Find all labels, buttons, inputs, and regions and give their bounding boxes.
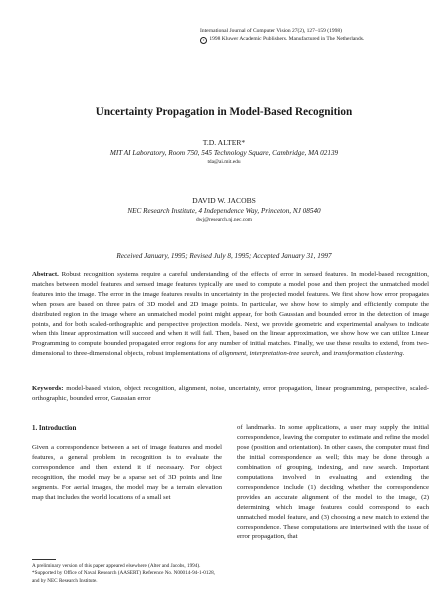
paper-title: Uncertainty Propagation in Model-Based Recognition xyxy=(95,106,353,118)
footnote-rule xyxy=(32,559,56,560)
author-name: DAVID W. JACOBS xyxy=(192,196,256,205)
footnote-support: *Supported by Office of Naval Research (AASERT) Reference No. N00014-94-1-0128, and by NEC Research Institute. xyxy=(32,570,215,584)
author-name: T.D. ALTER* xyxy=(202,138,246,147)
footnote-preliminary: A preliminary version of this paper appeared elsewhere (Alter and Jacobs, 1994). xyxy=(32,563,201,569)
intro-paragraph-left: Given a correspondence between a set of image features and model features, a general problem in recognition is to evaluate the correspondence and then extend it if necessary. For object recognition, the model may be a sparse set of 3D points and line segments. For aerial images, the model may be a terrain elevation map that includes the world locations of a small set xyxy=(32,444,222,501)
body-column-left xyxy=(32,443,222,503)
keywords-label: Keywords: xyxy=(32,385,64,392)
abstract-label: Abstract. xyxy=(32,271,59,278)
abstract-conjunction: and xyxy=(322,350,332,358)
abstract-italic-terms: alignment, interpretation-tree search, xyxy=(219,350,321,358)
author-affiliation: NEC Research Institute, 4 Independence Way, Princeton, NJ 08540 xyxy=(127,207,321,215)
intro-paragraph-right: of landmarks. In some applications, a user may supply the initial correspondence, leaving the computer to estimate and refine the model pose (position and orientation). In other cases, the computer must find the initial correspondence as well; this may be done through a combination of grouping, indexing, and raw search. Important computations involved in evaluating and extending the correspondence include (1) deciding whether the correspondence provides an accurate alignment of the model to the image, (2) determining which image features could correspond to each unmatched model feature, and (3) choosing a new match to extend the correspondence. These computations are intertwined with the issue of error propagation, that xyxy=(237,424,429,541)
keywords-text: model-based vision, object recognition, alignment, noise, uncertainty, error propagation, linear programming, perspective, scaled-orthographic, bounded error, Gaussian error xyxy=(32,385,430,402)
journal-citation: International Journal of Computer Vision 27(2), 127–159 (1998) xyxy=(200,28,342,34)
author-email: tda@ai.mit.edu xyxy=(207,159,241,165)
copyright-text: 1998 Kluwer Academic Publishers. Manufactured in The Netherlands. xyxy=(209,36,365,42)
copyright-line xyxy=(200,35,432,44)
footnotes xyxy=(32,559,222,585)
author-block-2 xyxy=(0,196,448,225)
journal-header xyxy=(200,27,432,44)
author-block-1 xyxy=(0,138,448,167)
author-email: dwj@research.nj.nec.com xyxy=(195,217,252,223)
copyright-icon: c xyxy=(200,37,207,44)
body-column-right xyxy=(237,423,429,542)
received-dates: Received January, 1995; Revised July 8, 1995; Accepted January 31, 1997 xyxy=(116,252,332,260)
abstract xyxy=(32,270,429,359)
author-affiliation: MIT AI Laboratory, Room 750, 545 Technology Square, Cambridge, MA 02139 xyxy=(109,149,339,157)
keywords xyxy=(32,384,429,404)
abstract-italic-end: transformation clustering. xyxy=(333,350,405,358)
section-heading: 1. Introduction xyxy=(32,425,77,432)
abstract-text: Robust recognition systems require a careful understanding of the effects of error in sensed features. In model-based recognition, matches between model features and sensed image features typically are used to compute a model pose and then project the unmatched model features into the image. The error in the image features results in uncertainty in the projected model features. We first show how error propagates when poses are based on three pairs of 3D model and 2D image points. In particular, we show how to simply and efficiently compute the distributed region in the image where an unmatched model point might appear, for both Gaussian and bounded error in the detection of image points, and for both scaled-orthographic and perspective projection models. Next, we provide geometric and experimental analyses to indicate when this linear approximation will succeed and when it will fail. Then, based on the linear approximation, we show how we can utilize Linear Programming to compute bounded propagated error regions for any number of initial matches. Finally, we use these results to extend, from two-dimensional to three-dimensional objects, robust implementations of xyxy=(32,271,429,358)
